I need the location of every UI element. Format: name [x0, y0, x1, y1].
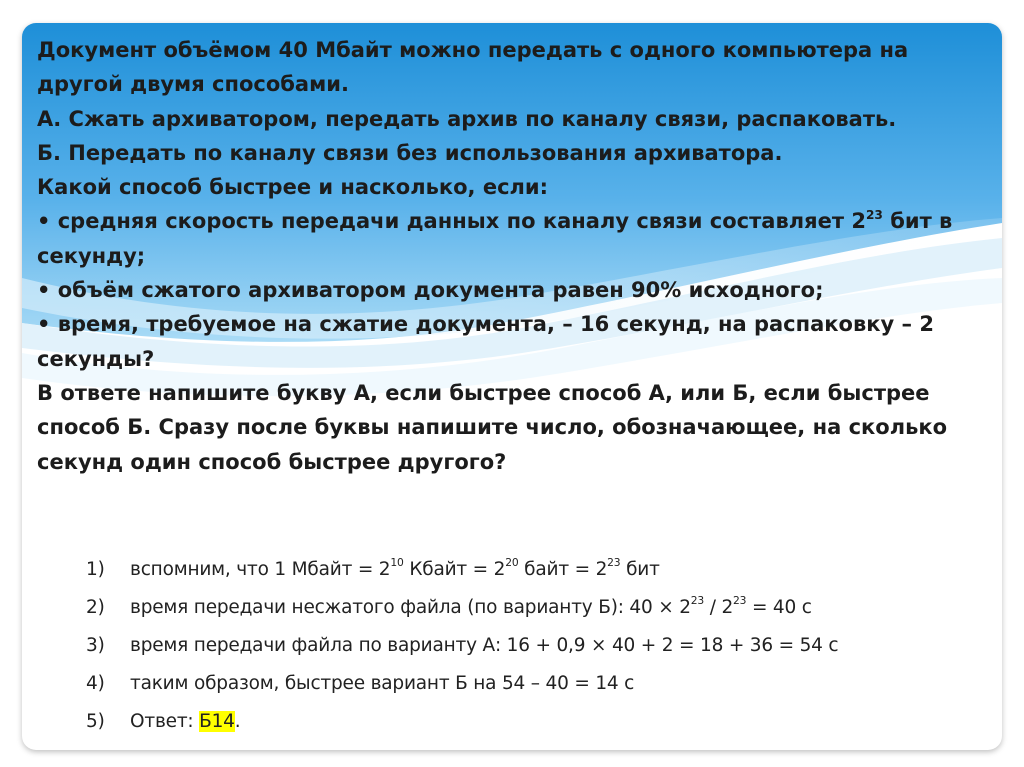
answer-highlight: Б14: [199, 710, 235, 732]
solution-step-3: [86, 626, 838, 664]
step-number: 3): [86, 634, 105, 656]
step-number: 5): [86, 710, 105, 732]
solution-step-1: [86, 550, 838, 588]
step-number: 4): [86, 672, 105, 694]
solution-step-4: [86, 664, 838, 702]
step-text: Ответ: Б14.: [130, 710, 241, 732]
solution-steps: [86, 550, 838, 740]
step-text: время передачи файла по варианту А: 16 + 0,9 × 40 + 2 = 18 + 36 = 54 с: [130, 634, 839, 656]
condition-time: • время, требуемое на сжатие документа, – 16 секунд, на распаковку – 2 секунды?: [37, 312, 934, 371]
answer-instructions: В ответе напишите букву А, если быстрее способ А, или Б, если быстрее способ Б. Сразу после буквы напишите число, обозначающее, на сколько секунд один способ быстрее другого?: [37, 380, 948, 474]
method-a: А. Сжать архиватором, передать архив по каналу связи, распаковать.: [37, 106, 897, 131]
condition-compression: • объём сжатого архиватором документа равен 90% исходного;: [37, 278, 824, 303]
method-b: Б. Передать по каналу связи без использования архиватора.: [37, 140, 783, 165]
step-text: вспомним, что 1 Мбайт = $2^{10}$ Кбайт = $2^{20}$ байт = $2^{23}$ бит: [130, 555, 660, 580]
condition-speed: • средняя скорость передачи данных по каналу связи составляет $2^{23}$ бит в секунду;: [37, 207, 953, 268]
solution-step-5: [86, 702, 838, 740]
step-text: время передачи несжатого файла (по варианту Б): $40 \times 2^{23} / 2^{23} = 40$ с: [130, 593, 812, 618]
step-number: 1): [86, 558, 105, 580]
problem-intro: Документ объёмом 40 Мбайт можно передать с одного компьютера на другой двумя способами.: [37, 38, 909, 97]
step-number: 2): [86, 596, 105, 618]
solution-step-2: [86, 588, 838, 626]
step-text: таким образом, быстрее вариант Б на 54 – 40 = 14 с: [130, 672, 635, 694]
problem-statement: [37, 33, 987, 479]
slide-frame: [22, 23, 1002, 750]
question: Какой способ быстрее и насколько, если:: [37, 175, 549, 200]
